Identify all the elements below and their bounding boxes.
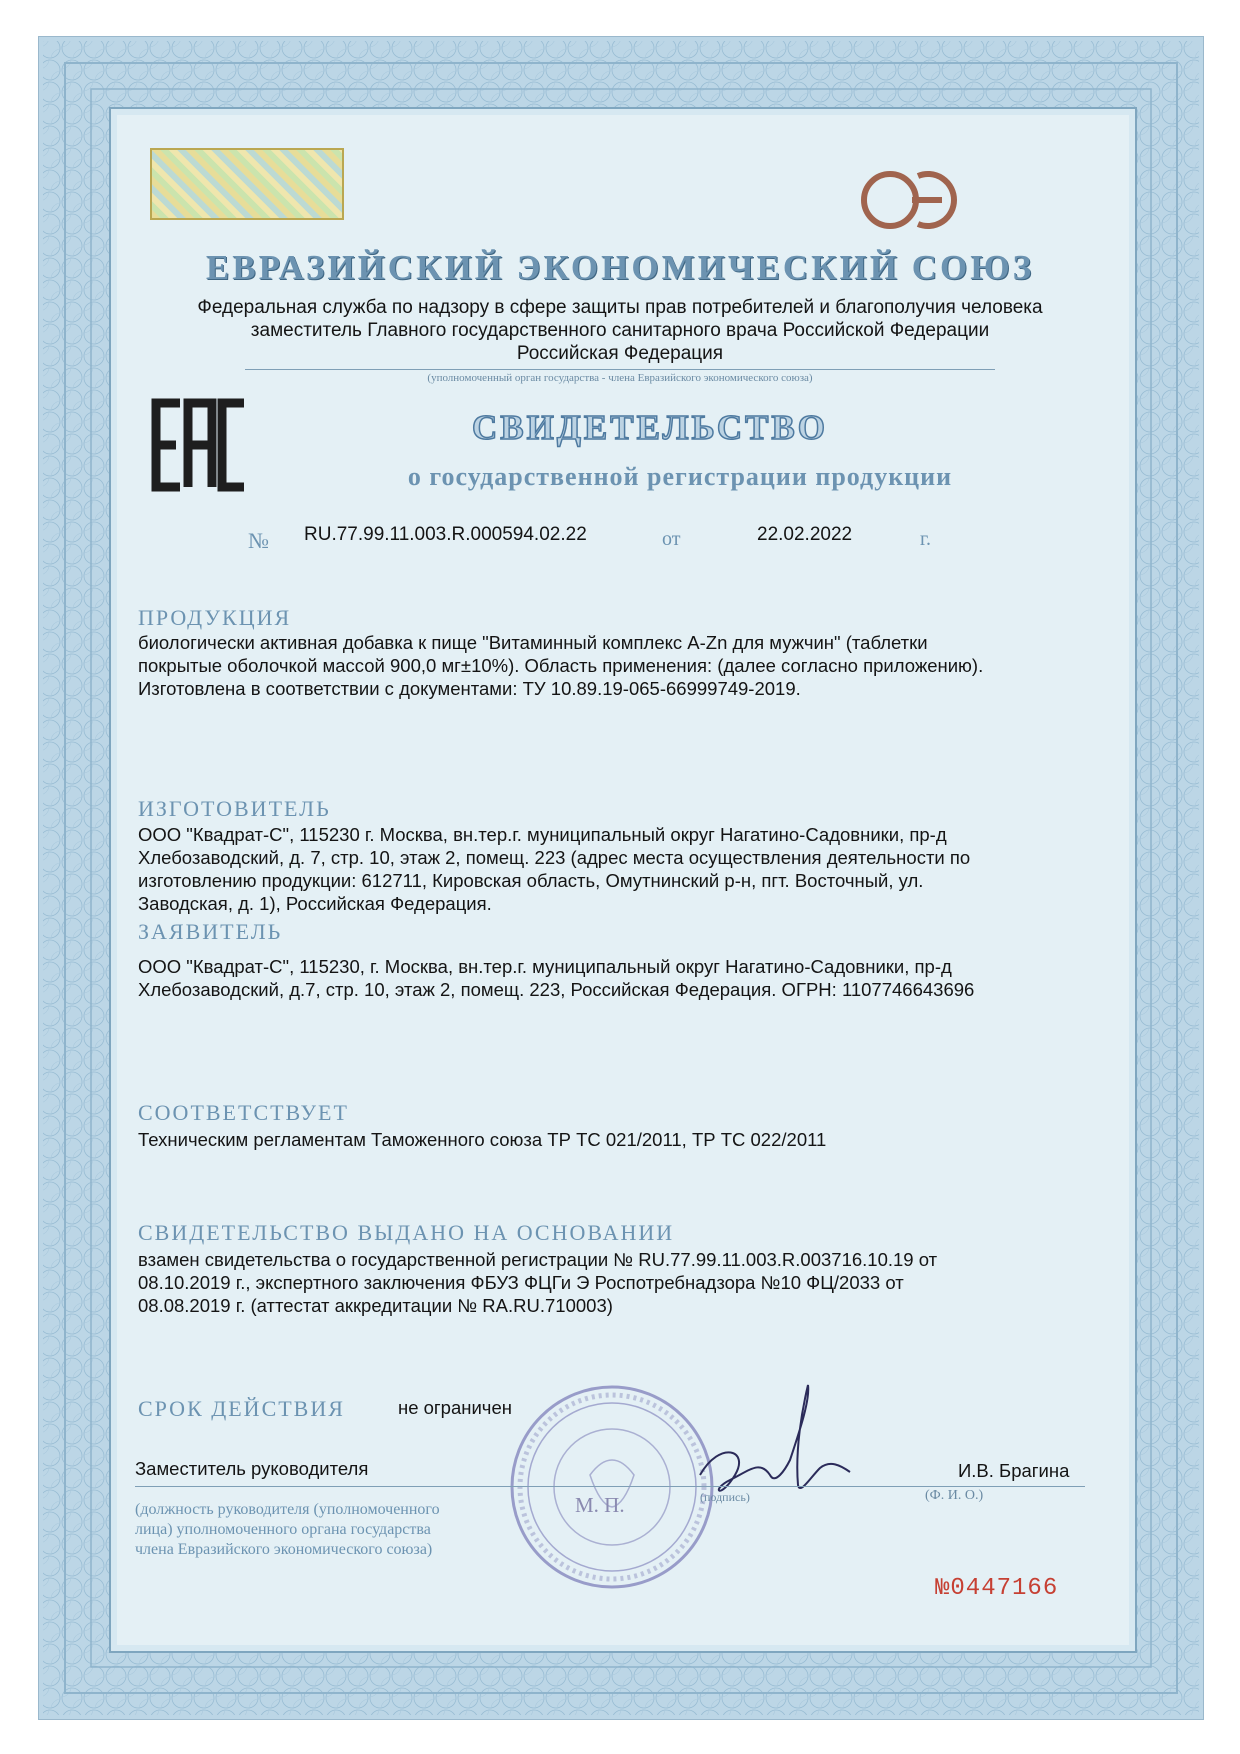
signature-line [135,1486,1085,1487]
signature-caption: (подпись) [700,1490,750,1504]
manufacturer-heading: ИЗГОТОВИТЕЛЬ [138,796,331,821]
se-emblem-icon [860,160,960,240]
position-caption-line-2: лица) уполномоченного органа государства [135,1521,431,1538]
document-title: СВИДЕТЕЛЬСТВО [471,408,829,447]
form-serial-number: №0447166 [935,1575,1059,1602]
authority-underline [245,369,995,370]
applicant-heading: ЗАЯВИТЕЛЬ [138,919,283,944]
name-caption: (Ф. И. О.) [925,1488,984,1503]
official-seal-icon [505,1380,720,1595]
basis-line-2: 08.10.2019 г., экспертного заключения ФБУЗ ФЦГи Э Роспотребнадзора №10 ФЦ/2033 от [138,1272,904,1293]
authority-caption: (уполномоченный орган государства - члена Евразийского экономического союза) [427,372,813,384]
signer-name: И.В. Брагина [958,1460,1070,1481]
position-caption [135,1500,575,1560]
product-line-2: покрытые оболочкой массой 900,0 мг±10%). Область применения: (далее согласно приложению). [138,655,984,676]
number-label: № [248,528,269,553]
product-line-1: биологически активная добавка к пище "Витаминный комплекс A-Zn для мужчин" (таблетки [138,632,928,653]
manufacturer-body [138,823,1098,915]
certificate-number: RU.77.99.11.003.R.000594.02.22 [304,524,587,545]
validity-value: не ограничен [398,1397,512,1418]
document-subtitle: о государственной регистрации продукции [407,462,953,491]
date-suffix: г. [920,528,931,550]
authority-line-3: Российская Федерация [516,343,724,364]
applicant-line-1: ООО "Квадрат-С", 115230, г. Москва, вн.тер.г. муниципальный округ Нагатино-Садовники, пр-д [138,956,952,977]
signer-position: Заместитель руководителя [135,1458,369,1479]
seal-label: М. П. [575,1493,625,1517]
product-heading: ПРОДУКЦИЯ [138,605,292,630]
basis-line-1: взамен свидетельства о государственной регистрации № RU.77.99.11.003.R.003716.10.19 от [138,1249,938,1270]
validity-heading: СРОК ДЕЙСТВИЯ [138,1396,345,1421]
applicant-line-2: Хлебозаводский, д.7, стр. 10, этаж 2, помещ. 223, Российская Федерация. ОГРН: 1107746643696 [138,979,975,1000]
position-caption-line-3: члена Евразийского экономического союза) [135,1541,433,1558]
certificate-date: 22.02.2022 [757,524,853,545]
product-line-3: Изготовлена в соответствии с документами: ТУ 10.89.19-065-66999749-2019. [138,678,801,699]
conformity-line-1: Техническим регламентам Таможенного союза ТР ТС 021/2011, ТР ТС 022/2011 [138,1129,827,1150]
manufacturer-line-1: ООО "Квадрат-С", 115230 г. Москва, вн.тер.г. муниципальный округ Нагатино-Садовники, пр-д [138,824,947,845]
conformity-body [138,1128,1098,1151]
hologram-sticker [150,148,344,220]
authority-block [150,296,1090,365]
basis-body [138,1248,1098,1317]
authority-line-1: Федеральная служба по надзору в сфере защиты прав потребителей и благополучия человека [197,297,1043,318]
applicant-body [138,955,1098,1001]
basis-heading: СВИДЕТЕЛЬСТВО ВЫДАНО НА ОСНОВАНИИ [138,1220,675,1245]
conformity-heading: СООТВЕТСТВУЕТ [138,1100,349,1125]
manufacturer-line-3: изготовлению продукции: 612711, Кировская область, Омутнинский р-н, пгт. Восточный, ул. [138,870,924,891]
position-caption-line-1: (должность руководителя (уполномоченного [135,1501,440,1518]
manufacturer-line-2: Хлебозаводский, д. 7, стр. 10, этаж 2, помещ. 223 (адрес места осуществления деятельности по [138,847,971,868]
manufacturer-line-4: Заводская, д. 1), Российская Федерация. [138,893,492,914]
date-label: от [662,528,681,550]
union-title: ЕВРАЗИЙСКИЙ ЭКОНОМИЧЕСКИЙ СОЮЗ [205,248,1035,287]
basis-line-3: 08.08.2019 г. (аттестат аккредитации № RA.RU.710003) [138,1295,613,1316]
product-body [138,631,1098,700]
authority-line-2: заместитель Главного государственного санитарного врача Российской Федерации [250,320,990,341]
